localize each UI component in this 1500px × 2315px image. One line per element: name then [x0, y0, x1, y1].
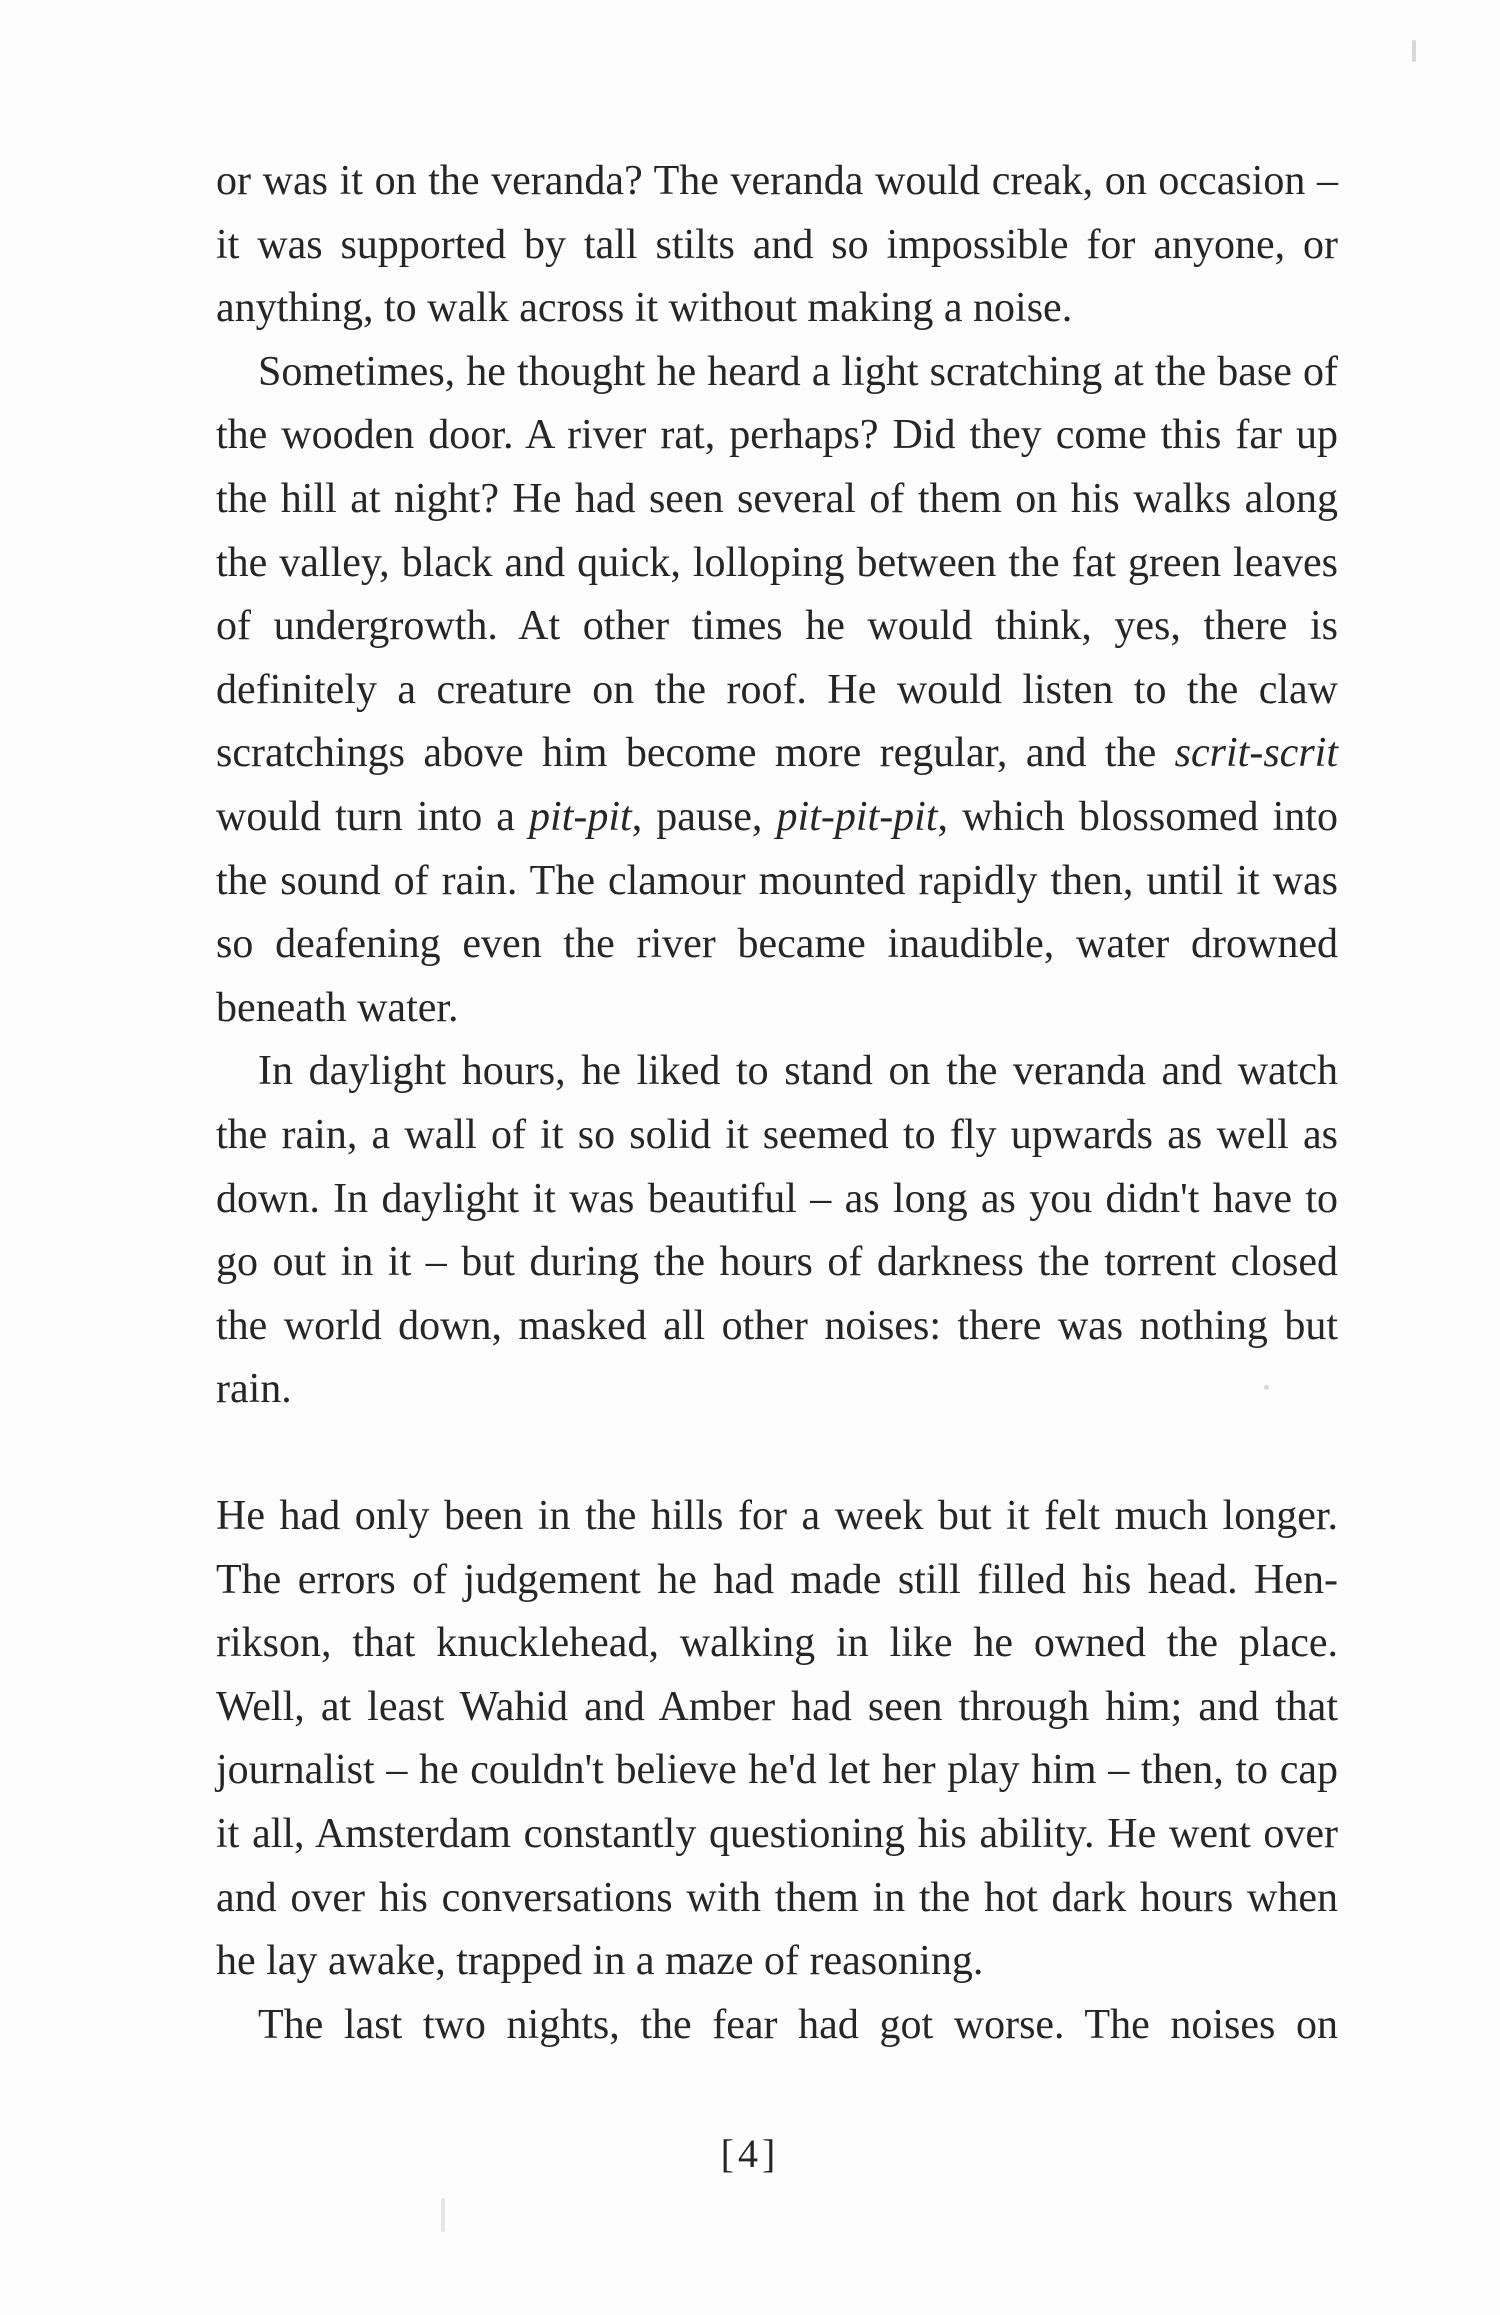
paragraph-4: He had only been in the hills for a week but it felt much longer. The errors of judgement he had made still filled his head. Henrikson, that knucklehead, walking in like he owned the place. Well, at least Wahid and Amber had seen through him; and that journalist – he couldn't believe he'd let her play him – then, to cap it all, Amsterdam constantly questioning his ability. He went over and over his conversations with them in the hot dark hours when he lay awake, trapped in a maze of reasoning. [216, 1493, 1338, 1985]
paragraph-2-text-b: would turn into a [216, 793, 530, 840]
paper-speck [1264, 1385, 1269, 1390]
page-number: [4] [720, 2131, 780, 2176]
paragraph-1: or was it on the veranda? The veranda would creak, on occasion – it was supported by tall stilts and so impossible for anyone, or anything, to walk across it without making a noise. [216, 158, 1338, 332]
paper-speck [1412, 40, 1416, 62]
paragraph-3: In daylight hours, he liked to stand on the veranda and watch the rain, a wall of it so solid it seemed to fly upwards as well as down. In daylight it was beautiful – as long as you didn't have to go out in it – but during the hours of darkness the torrent closed the world down, masked all other noises: there was nothing but rain. [216, 1048, 1338, 1413]
paragraph-2-text-a: Sometimes, he thought he heard a light scratching at the base of the wooden door. A river rat, perhaps? Did they come this far up the hill at night? He had seen several of them on his walks along the valley, black and quick, lolloping between the fat green leaves of undergrowth. At other times he would think, yes, there is definitely a creature on the roof. He would listen to the claw scratchings above him become more regular, and the [216, 348, 1338, 777]
italic-pit-pit-pit: pit-pit-pit [776, 793, 938, 840]
italic-pit-pit: pit-pit [529, 793, 632, 840]
italic-scrit-scrit: scrit-scrit [1174, 730, 1338, 777]
text-section-2 [216, 1485, 1338, 2057]
paragraph-5: The last two nights, the fear had got worse. The noises on [258, 2001, 1338, 2048]
paper-speck [441, 2198, 445, 2232]
text-section-1 [216, 150, 1338, 1422]
paragraph-2-text-c: , pause, [631, 793, 777, 840]
paragraph-2 [216, 341, 1338, 1041]
paragraph-2-text-d: , which blossomed into the sound of rain. The clamour mounted rapidly then, until it was so deafening even the river became inaudible, water drowned beneath water. [216, 793, 1338, 1031]
